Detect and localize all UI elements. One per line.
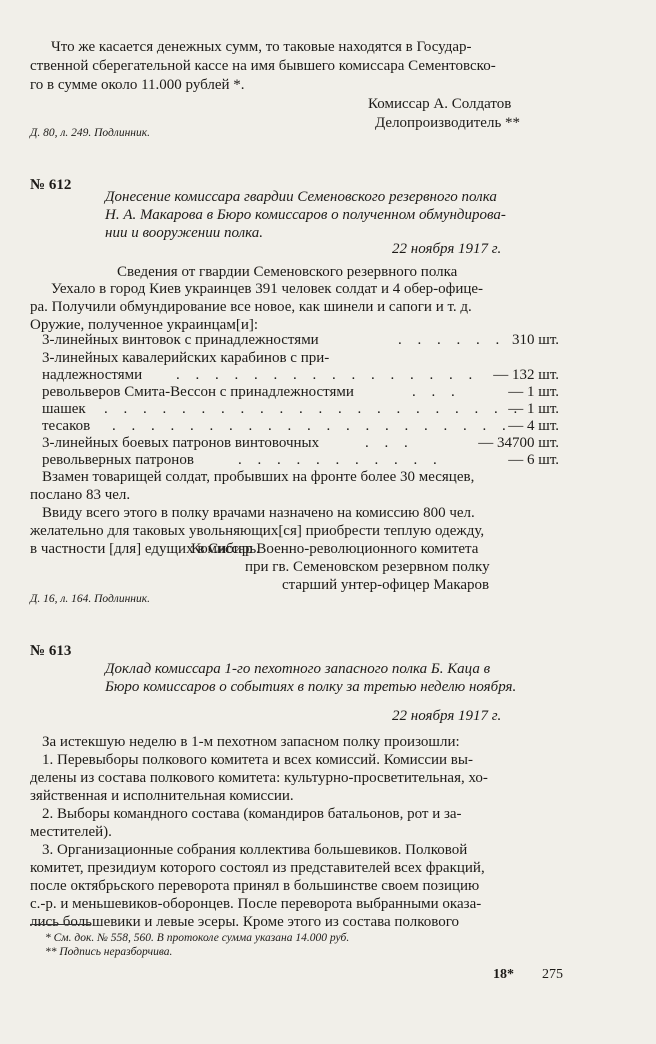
doc612-body-line-1: Уехало в город Киев украинцев 391 человек солдат и 4 обер-офице- (51, 281, 484, 297)
doc613-title-line-2: Бюро комиссаров о событиях в полку за третью неделю ноября. (105, 679, 517, 695)
doc613-body-line-4: зяйственная и исполнительная комиссии. (30, 788, 294, 804)
doc612-after-line-3: Ввиду всего этого в полку врачами назначено на комиссию 800 чел. (42, 505, 475, 521)
doc612-after-line-4: желательно для таковых увольняющих[ся] приобрести теплую одежду, (30, 523, 485, 539)
intro-line-1: Что же касается денежных сумм, то таковые находятся в Государ- (51, 39, 472, 55)
doc612-after-line-1: Взамен товарищей солдат, пробывших на фронте более 30 месяцев, (42, 469, 475, 485)
doc612-body-line-2: ра. Получили обмундирование все новое, как шинели и сапоги и т. д. (30, 299, 472, 315)
item-name: шашек (42, 401, 86, 417)
item-quantity: — 1 шт. (508, 401, 559, 417)
doc613-body-line-7: 3. Организационные собрания коллектива большевиков. Полковой (42, 842, 468, 858)
item-leader: . . . . . . . . . . . . . . . . (176, 367, 479, 383)
item-leader: . . . (365, 435, 414, 451)
intro-signature-clerk: Делопроизводитель ** (375, 115, 521, 131)
doc612-title-line-2: Н. А. Макарова в Бюро комиссаров о полученном обмундирова- (105, 207, 506, 223)
doc613-body-line-10: с.-р. и меньшевиков-оборонцев. После переворота выбранными оказа- (30, 896, 482, 912)
item-name: 3-линейных винтовок с принадлежностями (42, 332, 319, 348)
item-name: 3-линейных кавалерийских карабинов с при- (42, 350, 330, 366)
doc612-after-line-5: в частности [для] едущих в Сибирь. (30, 541, 260, 557)
footnote-2: ** Подпись неразборчива. (45, 946, 173, 958)
doc612-signature-line-1: Комиссар Военно-революционного комитета (191, 541, 479, 557)
doc613-body-line-5: 2. Выборы командного состава (командиров батальонов, рот и за- (42, 806, 462, 822)
doc612-title-line-3: нии и вооружении полка. (105, 225, 264, 241)
item-name: 3-линейных боевых патронов винтовочных (42, 435, 320, 451)
item-leader: . . . (412, 384, 461, 400)
doc612-archive-ref: Д. 16, л. 164. Подлинник. (30, 593, 150, 605)
doc612-signature-line-2: при гв. Семеновском резервном полку (245, 559, 490, 575)
item-quantity: 310 шт. (512, 332, 559, 348)
doc613-body-line-11: лись большевики и левые эсеры. Кроме этого из состава полкового (30, 914, 460, 930)
intro-line-3: го в сумме около 11.000 рублей *. (30, 77, 245, 93)
signature-mark: 18* (493, 967, 514, 982)
footnote-1: * См. док. № 558, 560. В протоколе сумма указана 14.000 руб. (45, 932, 350, 944)
item-name: тесаков (42, 418, 91, 434)
doc613-body-line-1: За истекшую неделю в 1-м пехотном запасном полку произошли: (42, 734, 460, 750)
intro-archive-ref: Д. 80, л. 249. Подлинник. (30, 127, 150, 139)
item-leader: . . . . . . . . . . . . . . . . . . . . . (112, 418, 512, 434)
doc613-number: № 613 (30, 643, 72, 659)
footnote-divider (30, 924, 90, 925)
doc613-body-line-6: местителей). (30, 824, 112, 840)
doc612-after-line-2: послано 83 чел. (30, 487, 131, 503)
doc613-title-line-1: Доклад комиссара 1-го пехотного запасного полка Б. Каца в (105, 661, 491, 677)
doc612-title-line-1: Донесение комиссара гвардии Семеновского резервного полка (105, 189, 497, 205)
doc613-body-line-2: 1. Перевыборы полкового комитета и всех комиссий. Комиссии вы- (42, 752, 473, 768)
item-quantity: — 6 шт. (508, 452, 559, 468)
doc612-heading: Сведения от гвардии Семеновского резервного полка (117, 264, 458, 280)
intro-line-2: ственной сберегательной кассе на имя бывшего комиссара Сементовско- (30, 58, 496, 74)
item-name: надлежностями (42, 367, 143, 383)
doc613-body-line-9: после октябрьского переворота принял в большинстве своем позицию (30, 878, 480, 894)
item-name: револьверов Смита-Вессон с принадлежностями (42, 384, 354, 400)
item-name: револьверных патронов (42, 452, 194, 468)
doc612-signature-line-3: старший унтер-офицер Макаров (282, 577, 490, 593)
item-leader: . . . . . . . . . . . (238, 452, 443, 468)
doc612-number: № 612 (30, 177, 72, 193)
doc612-date: 22 ноября 1917 г. (392, 241, 502, 257)
item-quantity: — 1 шт. (508, 384, 559, 400)
doc613-date: 22 ноября 1917 г. (392, 708, 502, 724)
item-quantity: — 132 шт. (493, 367, 559, 383)
item-leader: . . . . . . (398, 332, 506, 348)
doc613-body-line-3: делены из состава полкового комитета: культурно-просветительная, хо- (30, 770, 488, 786)
intro-signature-commissar: Комиссар А. Солдатов (368, 96, 512, 112)
item-quantity: — 34700 шт. (478, 435, 559, 451)
doc612-body-line-3: Оружие, полученное украинцам[и]: (30, 317, 259, 333)
item-quantity: — 4 шт. (508, 418, 559, 434)
doc613-body-line-8: комитет, президиум которого состоял из представителей всех фракций, (30, 860, 485, 876)
item-leader: . . . . . . . . . . . . . . . . . . . . . . (104, 401, 524, 417)
page-number: 275 (542, 967, 563, 982)
